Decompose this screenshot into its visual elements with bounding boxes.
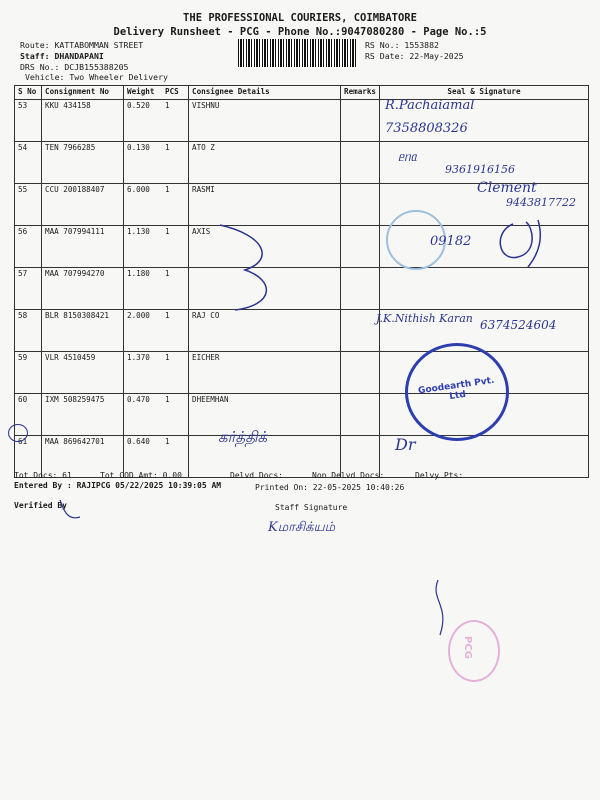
handwritten-digits: 09182	[430, 234, 472, 249]
company-stamp	[405, 343, 509, 441]
tamil-signature: கர்த்திக்	[218, 428, 268, 446]
cell-consignment: TEN 7966285	[42, 142, 124, 184]
cell-consignee: EICHER	[189, 352, 341, 394]
pcg-stamp	[448, 620, 500, 682]
col-remarks: Remarks	[341, 86, 380, 100]
non-delivered-docs: Non Delvd Docs:	[312, 471, 385, 480]
cell-remarks	[341, 142, 380, 184]
cell-consignee: DHEEMHAN	[189, 394, 341, 436]
cell-pcs: 1	[162, 142, 189, 184]
cell-remarks	[341, 268, 380, 310]
cell-weight: 0.470	[124, 394, 163, 436]
cell-sno: 56	[15, 226, 42, 268]
cell-consignee: VISHNU	[189, 100, 341, 142]
cell-consignment: CCU 200188407	[42, 184, 124, 226]
cell-weight: 1.370	[124, 352, 163, 394]
total-cod: Tot COD Amt: 0.00	[100, 471, 182, 480]
signature-scribble	[478, 212, 558, 272]
signature-pachaiamal: R.Pachaiamal	[385, 98, 475, 113]
cell-consignment: VLR 4510459	[42, 352, 124, 394]
cell-sno: 55	[15, 184, 42, 226]
handwritten-phone: 6374524604	[480, 318, 557, 332]
vehicle-label: Vehicle: Two Wheeler Delivery	[25, 72, 168, 82]
cell-remarks	[341, 226, 380, 268]
total-docs: Tot Docs: 61	[14, 471, 72, 480]
cell-weight: 6.000	[124, 184, 163, 226]
signature-scribble: ᥱᥒᥲ	[398, 150, 417, 164]
staff-signature: Kமாசிக்யம்	[268, 520, 336, 535]
barcode	[238, 39, 356, 67]
cell-pcs: 1	[162, 100, 189, 142]
col-pcs: PCS	[162, 86, 189, 100]
runsheet-subtitle: Delivery Runsheet - PCG - Phone No.:9047080280 - Page No.:5	[113, 26, 487, 38]
cell-weight: 0.520	[124, 100, 163, 142]
cell-pcs: 1	[162, 436, 189, 478]
cell-consignee: ATO Z	[189, 142, 341, 184]
runsheet-table	[14, 85, 589, 478]
cell-pcs: 1	[162, 352, 189, 394]
table-row	[15, 268, 589, 310]
table-row	[15, 100, 589, 142]
handwritten-bracket	[190, 220, 300, 315]
cell-sno: 59	[15, 352, 42, 394]
cell-remarks	[341, 352, 380, 394]
cell-consignment: MAA 869642701	[42, 436, 124, 478]
rs-date: RS Date: 22-May-2025	[365, 51, 464, 61]
staff-label: Staff: DHANDAPANI	[20, 51, 104, 61]
rs-number: RS No.: 1553882	[365, 40, 439, 50]
cell-pcs: 1	[162, 268, 189, 310]
cell-consignee: AXIS	[189, 226, 341, 268]
handwritten-circle	[8, 424, 28, 442]
cell-sno: 54	[15, 142, 42, 184]
handwritten-phone: 9361916156	[445, 163, 515, 176]
delivery-points: Delvy Pts:	[415, 471, 464, 480]
signature-nithish: J.K.Nithish Karan	[376, 312, 473, 325]
cell-pcs: 1	[162, 184, 189, 226]
handwritten-phone: 9443817722	[506, 196, 576, 209]
staff-signature-label: Staff Signature	[275, 503, 348, 512]
cell-sno: 60	[15, 394, 42, 436]
drs-number: DRS No.: DCJB155388205	[20, 62, 129, 72]
verified-by: Verified By	[14, 501, 67, 510]
cell-consignment: MAA 707994111	[42, 226, 124, 268]
col-sno: S No	[15, 86, 42, 100]
signature-clement: Clement	[477, 180, 537, 196]
route-label: Route: KATTABOMMAN STREET	[20, 40, 144, 50]
cell-consignment: IXM 508259475	[42, 394, 124, 436]
cell-consignment: BLR 8150308421	[42, 310, 124, 352]
company-title: THE PROFESSIONAL COURIERS, COIMBATORE	[183, 12, 417, 24]
cell-consignment: MAA 707994270	[42, 268, 124, 310]
cell-signature	[380, 268, 589, 310]
cell-sno: 58	[15, 310, 42, 352]
delivered-docs: Delvd Docs:	[230, 471, 283, 480]
cell-pcs: 1	[162, 310, 189, 352]
cell-weight: 2.000	[124, 310, 163, 352]
stamp-text: PCG	[461, 636, 473, 659]
cell-remarks	[341, 310, 380, 352]
cell-sno: 57	[15, 268, 42, 310]
cell-remarks	[341, 184, 380, 226]
cell-sno: 53	[15, 100, 42, 142]
entered-by: Entered By : RAJIPCG 05/22/2025 10:39:05 AM	[14, 481, 222, 490]
cell-pcs: 1	[162, 226, 189, 268]
col-consignee: Consignee Details	[189, 86, 341, 100]
stamp-text: Goodearth Pvt. Ltd	[417, 375, 496, 403]
cell-remarks	[341, 394, 380, 436]
signature-scribble: Dr	[395, 435, 416, 454]
col-seal-signature: Seal & Signature	[380, 86, 589, 100]
cell-pcs: 1	[162, 394, 189, 436]
signature-scribble	[55, 495, 85, 525]
cell-weight: 1.130	[124, 226, 163, 268]
printed-on: Printed On: 22-05-2025 10:40:26	[255, 483, 405, 492]
cell-consignee: RASMI	[189, 184, 341, 226]
cell-remarks	[341, 100, 380, 142]
cell-weight: 0.130	[124, 142, 163, 184]
handwritten-phone: 7358808326	[385, 121, 468, 136]
col-weight: Weight	[124, 86, 163, 100]
cell-consignee: RAJ CO	[189, 310, 341, 352]
table-header-row	[15, 86, 589, 100]
cell-sno: 61	[15, 436, 42, 478]
cell-consignment: KKU 434158	[42, 100, 124, 142]
cell-weight: 1.180	[124, 268, 163, 310]
cell-weight: 0.640	[124, 436, 163, 478]
col-consignment: Consignment No	[42, 86, 124, 100]
